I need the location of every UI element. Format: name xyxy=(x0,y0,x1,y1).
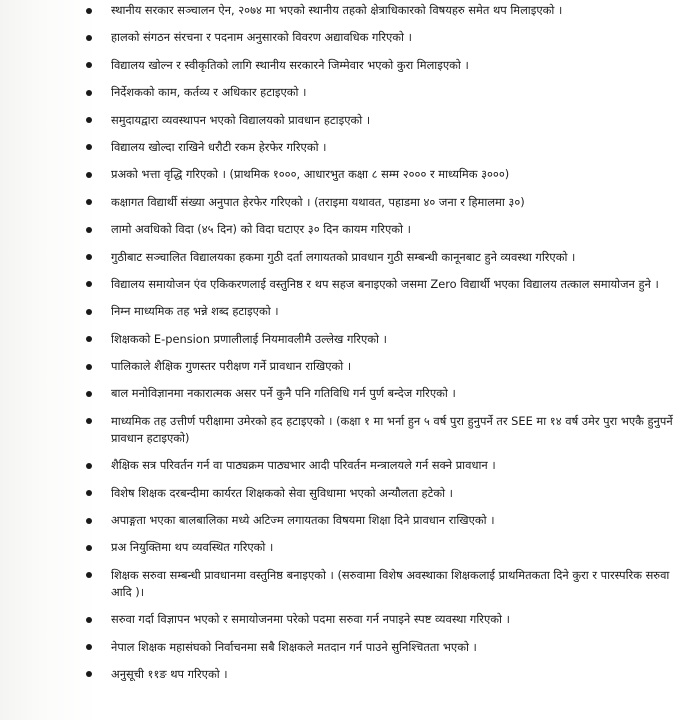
bullet-icon xyxy=(86,199,92,205)
list-item xyxy=(86,539,686,556)
list-item-text: विद्यालय समायोजन एंव एकिकरणलाई वस्तुनिष्ठ र थप सहज बनाइएको जसमा Zero विद्यार्थी भएका विद्यालय तत्काल समायोजन हुने । xyxy=(111,276,659,291)
list-item xyxy=(86,221,686,238)
bullet-icon xyxy=(86,671,92,677)
list-item xyxy=(86,358,686,375)
list-item xyxy=(86,2,686,19)
bullet-icon xyxy=(86,90,92,96)
list-item xyxy=(86,57,686,74)
list-item-text: समुदायद्वारा व्यवस्थापन भएको विद्यालयको प्रावधान हटाइएको । xyxy=(111,112,371,127)
bullet-icon xyxy=(86,617,92,623)
list-item-text: गुठीबाट सञ्चालित विद्यालयका हकमा गुठी दर्ता लगायतको प्रावधान गुठी सम्बन्धी कानूनबाट हुने व्यवस्था गरिएको । xyxy=(111,249,576,264)
bullet-icon xyxy=(86,463,92,469)
bullet-icon xyxy=(86,644,92,650)
list-item-text: निम्न माध्यमिक तह भन्ने शब्द हटाइएको । xyxy=(111,304,279,319)
list-item-text: सरुवा गर्दा विज्ञापन भएको र समायोजनमा परेको पदमा सरुवा गर्न नपाइने स्पष्ट व्यवस्था गरिएको । xyxy=(111,612,510,627)
list-item xyxy=(86,249,686,266)
bullet-icon xyxy=(86,8,92,14)
bullet-icon xyxy=(86,518,92,524)
list-item-text: शिक्षक सरुवा सम्बन्धी प्रावधानमा वस्तुनिष्ठ बनाइएको । (सरुवामा विशेष अवस्थाका शिक्षकलाई प्राथमितकता दिने कुरा र पारस्परिक सरुवा आदि )। xyxy=(111,567,670,599)
list-item-text: कक्षागत विद्यार्थी संख्या अनुपात हेरफेर गरिएको । (तराइमा यथावत, पहाडमा ४० जना र हिमालमा ३०) xyxy=(111,194,525,209)
list-item xyxy=(86,139,686,156)
list-item xyxy=(86,457,686,474)
list-item-text: निर्देशकको काम, कर्तव्य र अधिकार हटाइएको । xyxy=(111,85,307,100)
list-item xyxy=(86,413,686,447)
list-item xyxy=(86,666,686,683)
bullet-icon xyxy=(86,144,92,150)
list-item xyxy=(86,512,686,529)
list-item-text: अनुसूची ११ङ थप गरिएको । xyxy=(111,666,228,681)
list-item xyxy=(86,385,686,402)
list-item-text: लामो अवधिको विदा (४५ दिन) को विदा घटाएर ३० दिन कायम गरिएको । xyxy=(111,222,411,237)
list-item xyxy=(86,303,686,320)
list-item-text: शैक्षिक सत्र परिवर्तन गर्न वा पाठ्यक्रम पाठ्यभार आदी परिवर्तन मन्त्रालयले गर्न सक्ने प्रावधान । xyxy=(111,458,496,473)
bullet-icon xyxy=(86,391,92,397)
bullet-icon xyxy=(86,572,92,578)
list-item xyxy=(86,567,686,601)
bullet-icon xyxy=(86,227,92,233)
list-item-text: विशेष शिक्षक दरबन्दीमा कार्यरत शिक्षकको सेवा सुविधामा भएको अन्यौलता हटेको । xyxy=(111,485,453,500)
list-item-text: विद्यालय खोल्न र स्वीकृतिको लागि स्थानीय सरकारने जिम्मेवार भएको कुरा मिलाइएको । xyxy=(111,57,469,72)
bullet-icon xyxy=(86,117,92,123)
list-item xyxy=(86,29,686,46)
bullet-icon xyxy=(86,336,92,342)
bullet-icon xyxy=(86,254,92,260)
bullet-icon xyxy=(86,490,92,496)
bullet-icon xyxy=(86,172,92,178)
list-item xyxy=(86,639,686,656)
list-item-text: शिक्षकको E-pension प्रणालीलाई नियमावलीमै उल्लेख गरिएको । xyxy=(111,331,387,346)
list-item-text: हालको संगठन संरचना र पदनाम अनुसारको विवरण अद्यावधिक गरिएको । xyxy=(111,30,412,45)
bullet-icon xyxy=(86,364,92,370)
list-item xyxy=(86,194,686,211)
list-item xyxy=(86,166,686,183)
list-item xyxy=(86,331,686,348)
list-item-text: विद्यालय खोल्दा राखिने धरौटी रकम हेरफेर गरिएको । xyxy=(111,139,327,154)
list-item-text: प्रअको भत्ता वृद्धि गरिएको । (प्राथमिक १०००, आधारभुत कक्षा ८ सम्म २००० र माध्यमिक ३०००) xyxy=(111,167,510,182)
list-item xyxy=(86,84,686,101)
list-item xyxy=(86,276,686,293)
list-item-text: पालिकाले शैक्षिक गुणस्तर परीक्षण गर्ने प्रावधान राखिएको । xyxy=(111,359,352,374)
bullet-icon xyxy=(86,281,92,287)
bullet-icon xyxy=(86,35,92,41)
list-item-text: अपाङ्गता भएका बालबालिका मध्ये अटिज्म लगायतका विषयमा शिक्षा दिने प्रावधान राखिएको । xyxy=(111,513,495,528)
list-item xyxy=(86,485,686,502)
bullet-icon xyxy=(86,62,92,68)
list-item xyxy=(86,112,686,129)
list-item-text: स्थानीय सरकार सञ्चालन ऐन, २०७४ मा भएको स्थानीय तहको क्षेत्राधिकारको विषयहरु समेत थप मिलाइएको । xyxy=(111,3,563,17)
list-item-text: प्रअ नियुक्तिमा थप व्यवस्थित गरिएको । xyxy=(111,540,274,555)
amendment-bullet-list xyxy=(86,2,686,693)
list-item xyxy=(86,611,686,628)
bullet-icon xyxy=(86,545,92,551)
bullet-icon xyxy=(86,309,92,315)
list-item-text: नेपाल शिक्षक महासंघको निर्वाचनमा सबै शिक्षकले मतदान गर्न पाउने सुनिश्चितता भएको । xyxy=(111,639,477,654)
list-item-text: बाल मनोविज्ञानमा नकारात्मक असर पर्ने कुनै पनि गतिविधि गर्न पुर्ण बन्देज गरिएको । xyxy=(111,386,456,401)
list-item-text: माध्यमिक तह उत्तीर्ण परीक्षामा उमेरको हद हटाइएको । (कक्षा १ मा भर्ना हुन ५ वर्ष पुरा हुनुपर्ने तर SEE मा १४ वर्ष उमेर पुरा भएकै हुनुपर्ने प्रावधान हटाइएको) xyxy=(111,413,673,445)
bullet-icon xyxy=(86,418,92,424)
